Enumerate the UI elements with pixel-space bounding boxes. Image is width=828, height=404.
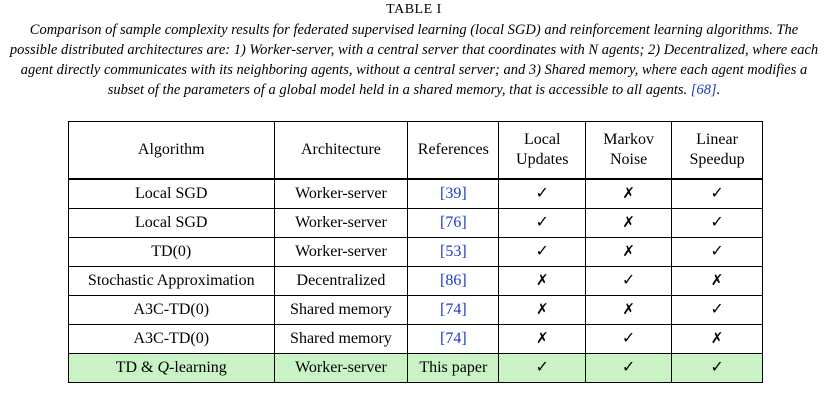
reference-link[interactable]: [39] <box>439 185 467 202</box>
cell-architecture: Worker-server <box>274 179 408 209</box>
cell-linear-speedup <box>672 354 763 383</box>
header-row <box>69 122 763 180</box>
caption-text-1: Comparison of sample complexity results for federated supervised learning (local SGD) and reinforcement learning algorithms. The possible distributed architectures are: 1) Worker-server, with a central server that coordinates with <box>9 22 799 58</box>
header-linear-speedup-line2: Speedup <box>689 151 745 168</box>
cell-linear-speedup <box>672 238 763 267</box>
cell-algorithm: A3C-TD(0) <box>69 325 275 354</box>
caption-math-n: N <box>588 42 599 58</box>
cell-algorithm: TD(0) <box>69 238 275 267</box>
cell-algorithm: A3C-TD(0) <box>69 296 275 325</box>
reference-link[interactable]: [74] <box>439 301 467 318</box>
cross-icon: ✗ <box>622 242 635 260</box>
cell-algorithm: Local SGD <box>69 209 275 238</box>
cross-icon: ✗ <box>535 329 549 347</box>
cell-local-updates <box>499 325 586 354</box>
table-row <box>69 296 763 325</box>
cell-markov-noise <box>586 354 672 383</box>
table-row <box>69 179 763 209</box>
caption-citation-link[interactable]: [68] <box>690 82 717 98</box>
table-caption <box>6 20 822 100</box>
cell-architecture: Worker-server <box>274 354 408 383</box>
cell-markov-noise <box>586 325 672 354</box>
check-icon: ✓ <box>621 357 636 376</box>
cell-reference[interactable] <box>408 325 499 354</box>
check-icon: ✓ <box>710 357 724 376</box>
check-icon: ✓ <box>710 183 724 202</box>
reference-link[interactable]: [76] <box>439 214 467 231</box>
cell-linear-speedup <box>672 325 763 354</box>
cell-markov-noise <box>586 296 672 325</box>
check-icon: ✓ <box>710 241 724 260</box>
cell-local-updates <box>499 267 586 296</box>
header-local-updates-line2: Updates <box>516 151 569 168</box>
highlighted-table-row <box>69 354 763 383</box>
cell-markov-noise <box>586 267 672 296</box>
header-markov-noise-line2: Noise <box>609 151 648 168</box>
cell-architecture: Shared memory <box>274 325 408 354</box>
header-markov-noise-line1: Markov <box>603 131 654 148</box>
check-icon: ✓ <box>710 299 724 318</box>
cell-reference[interactable] <box>408 238 499 267</box>
cell-local-updates <box>499 354 586 383</box>
cell-markov-noise <box>586 238 672 267</box>
cell-local-updates <box>499 209 586 238</box>
header-local-updates-line1: Local <box>524 131 561 148</box>
cell-algorithm: Local SGD <box>69 179 275 209</box>
cell-architecture: Worker-server <box>274 238 408 267</box>
cross-icon: ✗ <box>535 271 549 289</box>
check-icon: ✓ <box>621 270 636 289</box>
cell-linear-speedup <box>672 267 763 296</box>
header-linear-speedup <box>672 122 763 180</box>
table-title: TABLE I <box>386 2 442 17</box>
cell-reference[interactable] <box>408 179 499 209</box>
cell-architecture: Shared memory <box>274 296 408 325</box>
cell-algorithm <box>69 354 275 383</box>
cell-reference: This paper <box>408 354 499 383</box>
cell-reference[interactable] <box>408 296 499 325</box>
cell-architecture: Decentralized <box>274 267 408 296</box>
reference-link[interactable]: [53] <box>439 243 467 260</box>
check-icon: ✓ <box>535 183 549 202</box>
header-linear-speedup-line1: Linear <box>696 131 738 148</box>
check-icon: ✓ <box>535 241 549 260</box>
caption-text-3: . <box>716 82 721 98</box>
cell-architecture: Worker-server <box>274 209 408 238</box>
table-row <box>69 238 763 267</box>
check-icon: ✓ <box>535 357 549 376</box>
header-local-updates <box>499 122 586 180</box>
check-icon: ✓ <box>621 328 636 347</box>
cross-icon: ✗ <box>710 271 724 289</box>
cell-markov-noise <box>586 179 672 209</box>
cell-markov-noise <box>586 209 672 238</box>
header-algorithm: Algorithm <box>69 122 275 180</box>
check-icon: ✓ <box>535 212 549 231</box>
table-row <box>69 267 763 296</box>
cell-local-updates <box>499 296 586 325</box>
algorithm-q-variable: Q <box>157 359 170 376</box>
cell-local-updates <box>499 179 586 209</box>
algorithm-prefix: TD & <box>115 359 158 376</box>
reference-link[interactable]: [74] <box>439 330 467 347</box>
reference-link[interactable]: [86] <box>439 272 467 289</box>
cell-local-updates <box>499 238 586 267</box>
cell-reference[interactable] <box>408 209 499 238</box>
check-icon: ✓ <box>710 212 724 231</box>
header-markov-noise <box>586 122 672 180</box>
cross-icon: ✗ <box>622 300 635 318</box>
header-references: References <box>408 122 499 180</box>
header-architecture: Architecture <box>274 122 408 180</box>
cross-icon: ✗ <box>622 213 635 231</box>
cell-algorithm: Stochastic Approximation <box>69 267 275 296</box>
comparison-table <box>68 121 763 383</box>
table-row <box>69 209 763 238</box>
cross-icon: ✗ <box>710 329 724 347</box>
algorithm-suffix: -learning <box>169 359 227 376</box>
table-row <box>69 325 763 354</box>
cell-linear-speedup <box>672 296 763 325</box>
cross-icon: ✗ <box>535 300 549 318</box>
cell-linear-speedup <box>672 209 763 238</box>
caption-text-2: agents; 2) Decentralized, where each agent directly communicates with its neighboring agents, without a central server; and 3) Shared memory, where each agent modifies a subset of the parameters of a global model held in a shared memory, that is accessible to all agents. <box>20 42 819 98</box>
cross-icon: ✗ <box>622 184 635 202</box>
cell-linear-speedup <box>672 179 763 209</box>
cell-reference[interactable] <box>408 267 499 296</box>
